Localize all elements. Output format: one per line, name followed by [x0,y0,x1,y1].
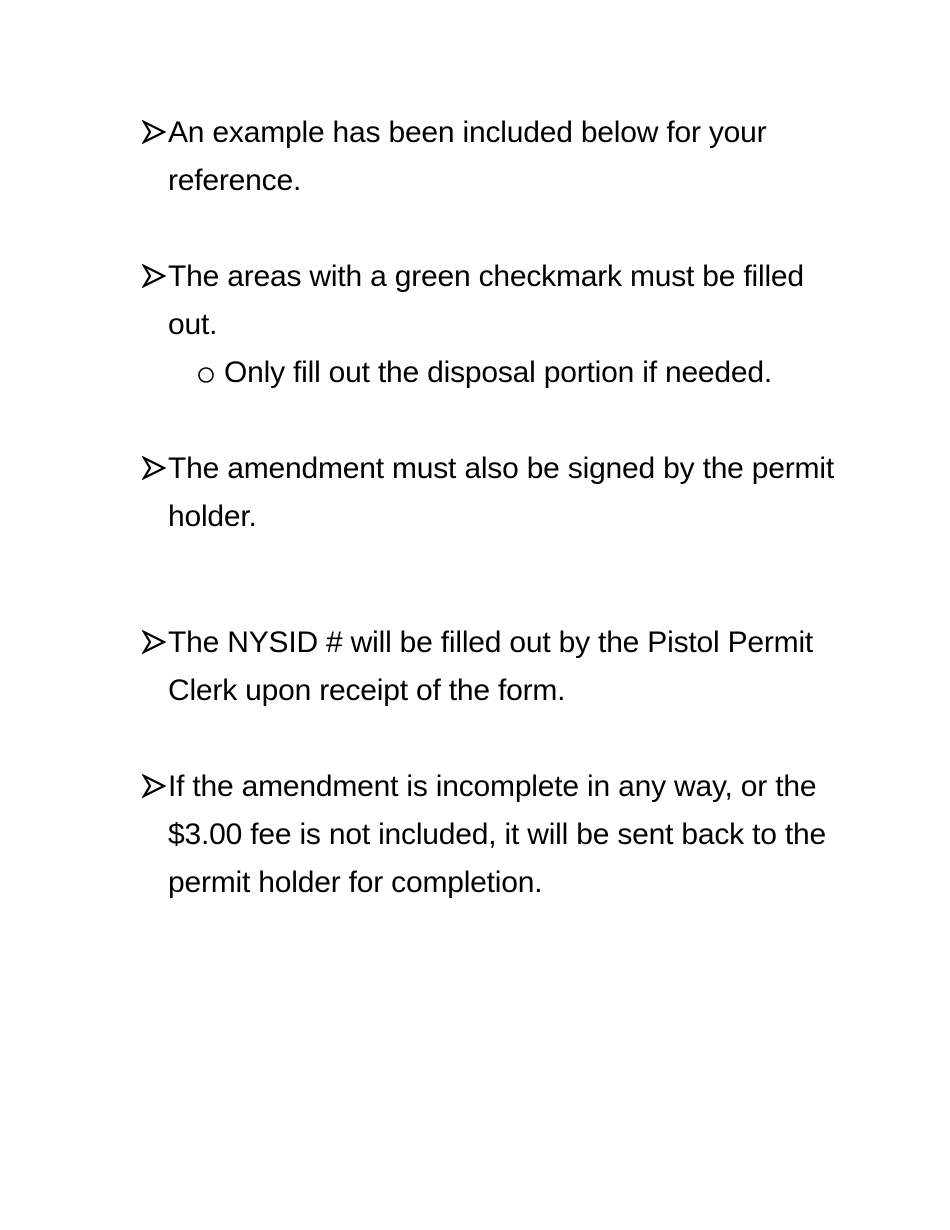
arrowhead-bullet-icon [141,109,168,157]
instruction-item [141,445,841,541]
sub-instruction-text: Only fill out the disposal portion if needed. [224,356,773,389]
instruction-text: The NYSID # will be filled out by the Pistol Permit Clerk upon receipt of the form. [168,626,814,707]
instruction-item [141,619,841,715]
instruction-item [141,109,841,205]
hollow-circle-bullet-icon [196,349,224,397]
arrowhead-bullet-icon [141,445,168,493]
instruction-text: If the amendment is incomplete in any way, or the $3.00 fee is not included, it will be sent back to the permit holder for completion. [168,770,826,899]
arrowhead-bullet-icon [141,763,168,811]
sub-instruction-item [196,349,836,397]
instruction-text: The amendment must also be signed by the permit holder. [168,452,834,533]
instruction-text: An example has been included below for your reference. [168,116,767,197]
instruction-item [141,253,841,349]
arrowhead-bullet-icon [141,253,168,301]
instruction-text: The areas with a green checkmark must be filled out. [168,260,804,341]
arrowhead-bullet-icon [141,619,168,667]
instruction-item [141,763,841,907]
